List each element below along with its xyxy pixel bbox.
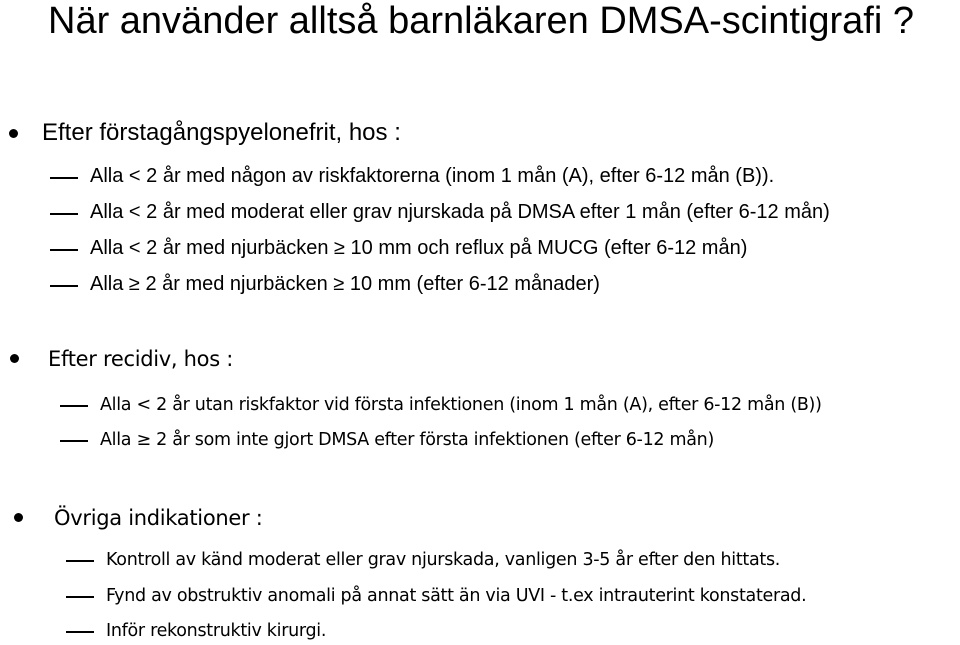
list-item: Alla < 2 år utan riskfaktor vid första infektionen (inom 1 mån (A), efter 6-12 mån (B)): [100, 395, 822, 415]
section-heading: Efter förstagångspyelonefrit, hos :: [42, 119, 401, 146]
bullet-icon: [10, 354, 19, 363]
list-item: Alla < 2 år med någon av riskfaktorerna (inom 1 mån (A), efter 6-12 mån (B)).: [90, 165, 775, 187]
list-item: Alla ≥ 2 år med njurbäcken ≥ 10 mm (efter 6-12 månader): [90, 273, 600, 295]
dash-icon: [50, 177, 78, 179]
bullet-icon: [9, 129, 18, 138]
dash-icon: [66, 631, 94, 633]
dash-icon: [50, 285, 78, 287]
dash-icon: [60, 440, 88, 442]
section-heading: Efter recidiv, hos :: [48, 347, 234, 371]
list-item: Alla < 2 år med njurbäcken ≥ 10 mm och reflux på MUCG (efter 6-12 mån): [90, 237, 748, 259]
section-heading: Övriga indikationer :: [54, 506, 263, 530]
page-title: När använder alltså barnläkaren DMSA-scintigrafi ?: [48, 0, 914, 42]
bullet-icon: [14, 513, 23, 522]
list-item: Fynd av obstruktiv anomali på annat sätt än via UVI - t.ex intrauterint konstaterad.: [106, 586, 807, 606]
dash-icon: [50, 213, 78, 215]
dash-icon: [50, 249, 78, 251]
list-item: Alla ≥ 2 år som inte gjort DMSA efter första infektionen (efter 6-12 mån): [100, 430, 714, 450]
list-item: Alla < 2 år med moderat eller grav njurskada på DMSA efter 1 mån (efter 6-12 mån): [90, 201, 830, 223]
dash-icon: [66, 560, 94, 562]
list-item: Inför rekonstruktiv kirurgi.: [106, 621, 327, 641]
dash-icon: [66, 596, 94, 598]
dash-icon: [60, 405, 88, 407]
list-item: Kontroll av känd moderat eller grav njurskada, vanligen 3-5 år efter den hittats.: [106, 550, 781, 570]
